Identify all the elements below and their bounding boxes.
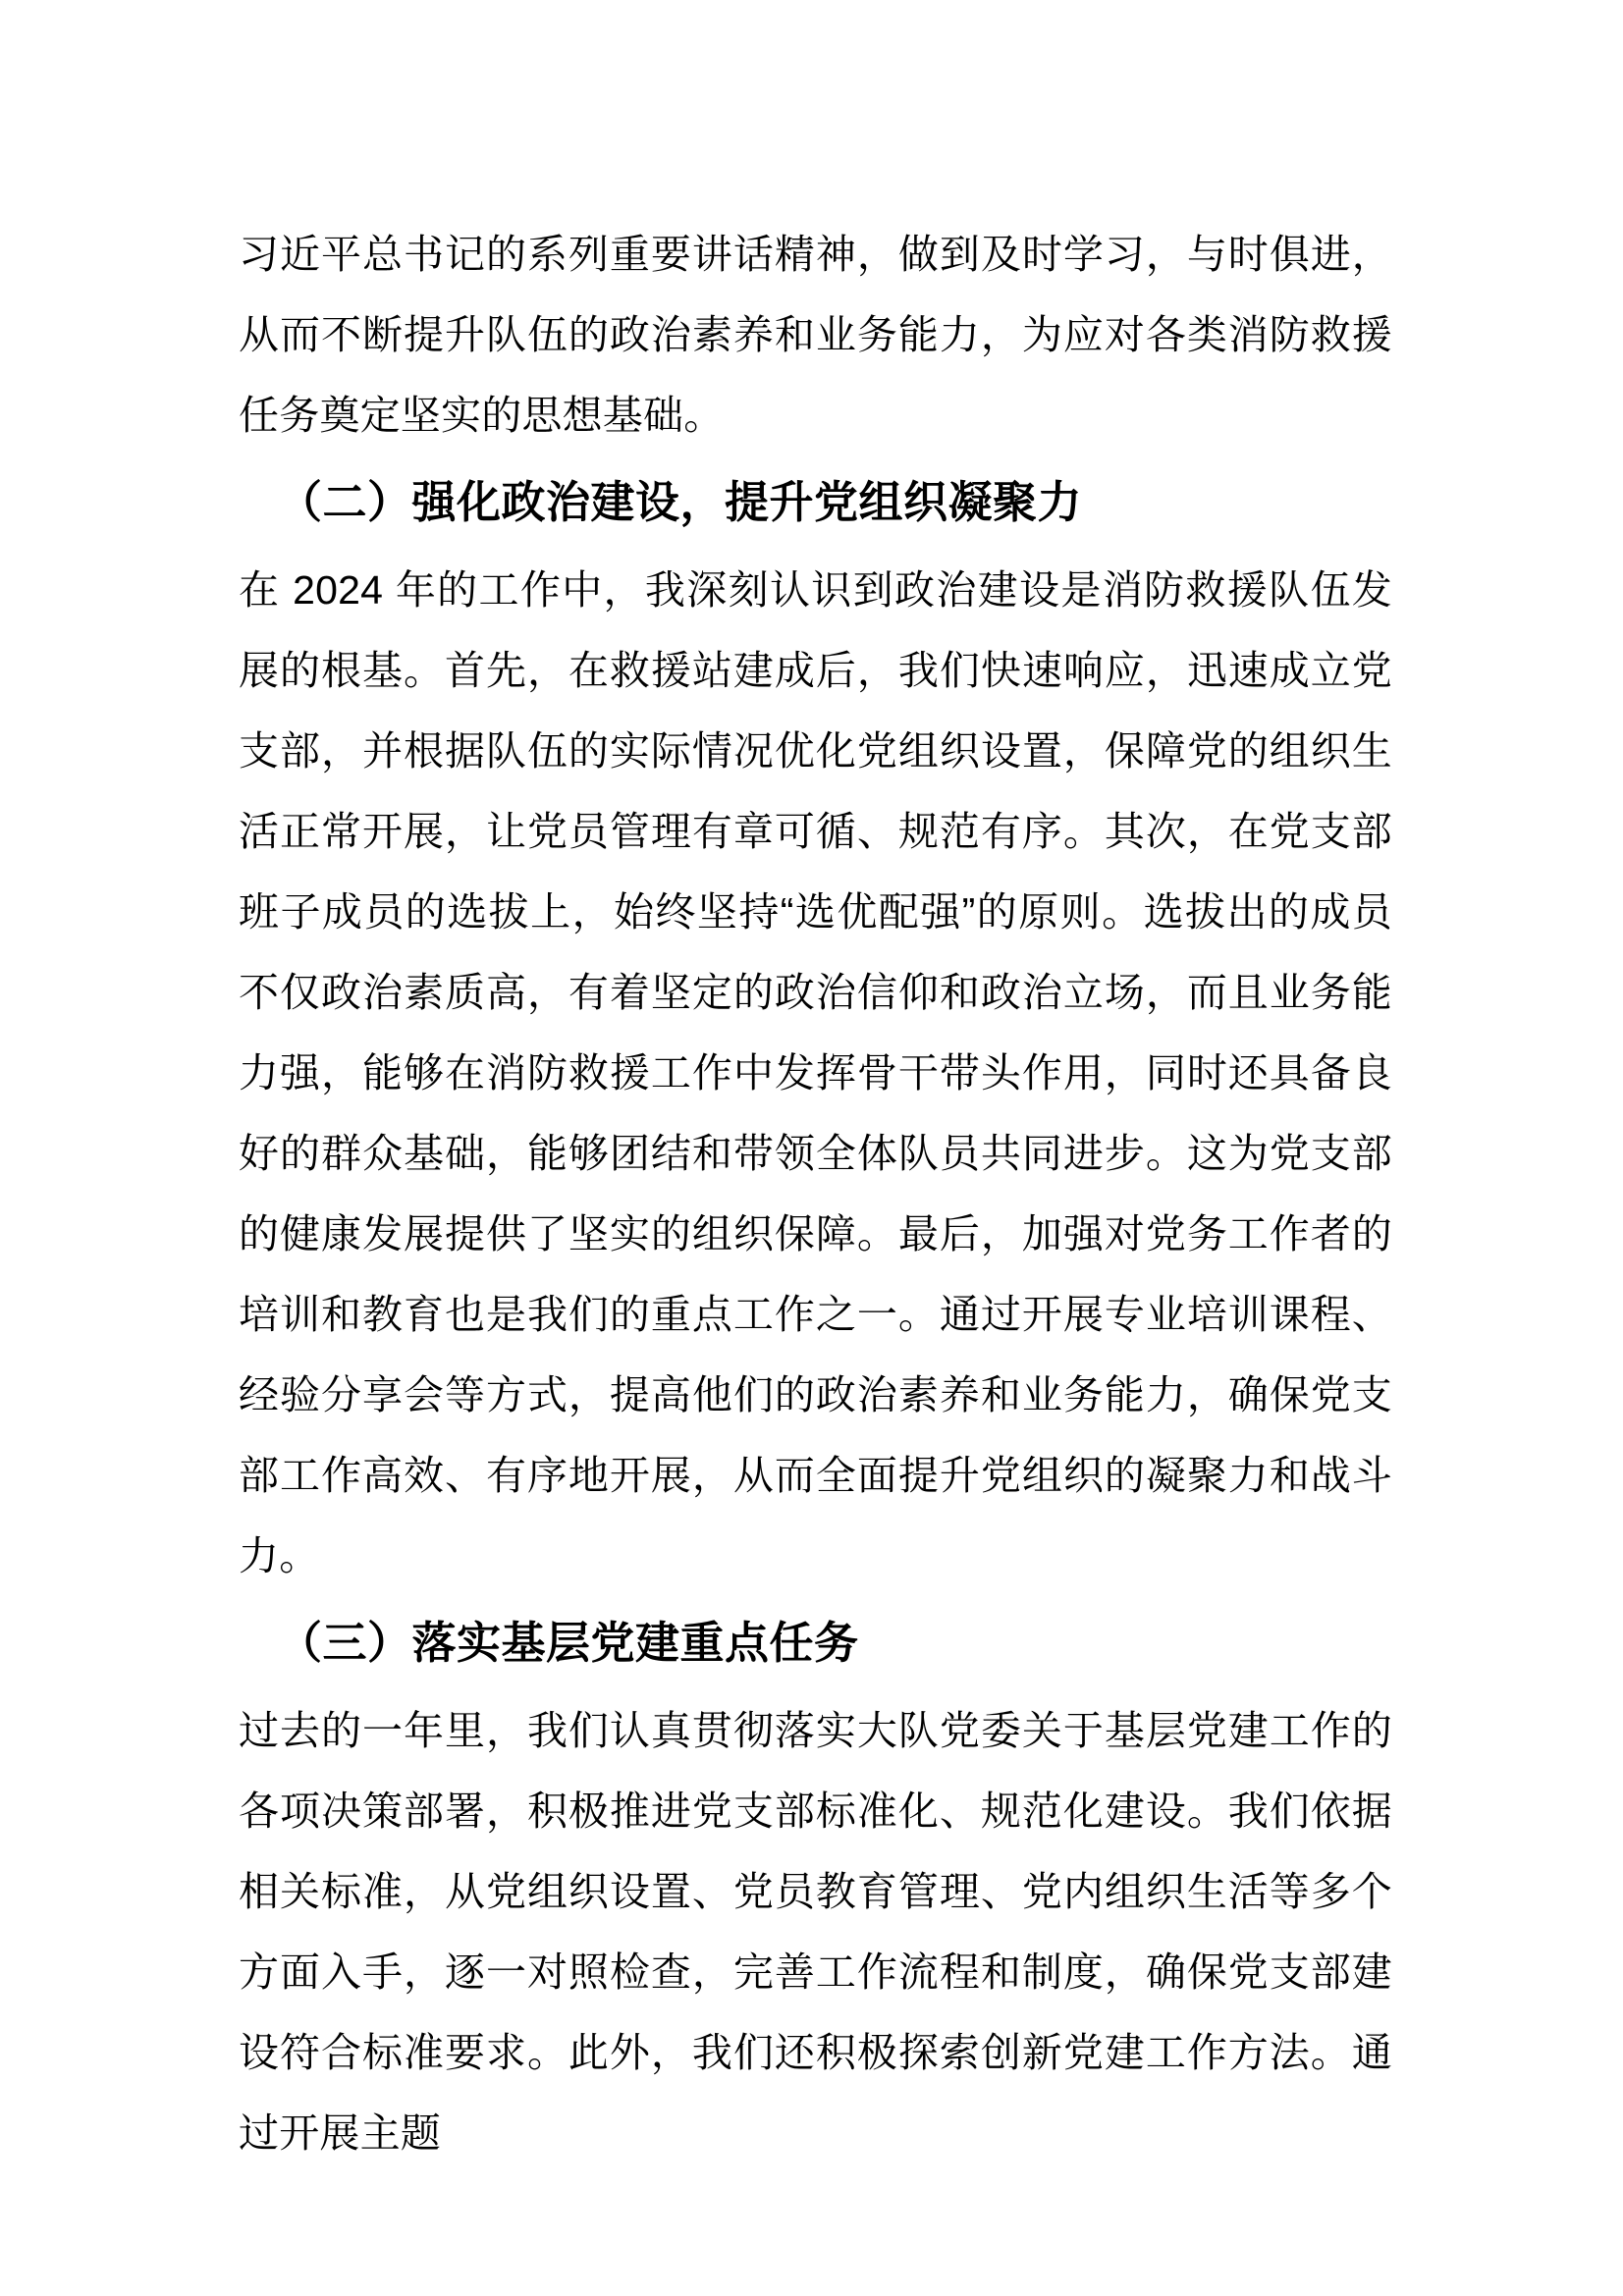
paragraph-section-three: 过去的一年里，我们认真贯彻落实大队党委关于基层党建工作的各项决策部署，积极推进党支部标准化、规范化建设。我们依据相关标准，从党组织设置、党员教育管理、党内组织生活等多个方面入手，逐一对照检查，完善工作流程和制度，确保党支部建设符合标准要求。此外，我们还积极探索创新党建工作方法。通过开展主题 [239, 1708, 1392, 2156]
section-heading-three: （三）落实基层党建重点任务 [278, 1618, 859, 1668]
paragraph-continuation: 习近平总书记的系列重要讲话精神，做到及时学习，与时俱进，从而不断提升队伍的政治素养和业务能力，为应对各类消防救援任务奠定坚实的思想基础。 [239, 232, 1392, 438]
paragraph-section-two: 在 2024 年的工作中，我深刻认识到政治建设是消防救援队伍发展的根基。首先，在救援站建成后，我们快速响应，迅速成立党支部，并根据队伍的实际情况优化党组织设置，保障党的组织生活正常开展，让党员管理有章可循、规范有序。其次，在党支部班子成员的选拔上，始终坚持“选优配强”的原则。选拔出的成员不仅政治素质高，有着坚定的政治信仰和政治立场，而且业务能力强，能够在消防救援工作中发挥骨干带头作用，同时还具备良好的群众基础，能够团结和带领全体队员共同进步。这为党支部的健康发展提供了坚实的组织保障。最后，加强对党务工作者的培训和教育也是我们的重点工作之一。通过开展专业培训课程、经验分享会等方式，提高他们的政治素养和业务能力，确保党支部工作高效、有序地开展，从而全面提升党组织的凝聚力和战斗力。 [239, 567, 1392, 1578]
document-body [239, 214, 1392, 2173]
section-heading-two: （二）强化政治建设，提升党组织凝聚力 [278, 477, 1083, 527]
